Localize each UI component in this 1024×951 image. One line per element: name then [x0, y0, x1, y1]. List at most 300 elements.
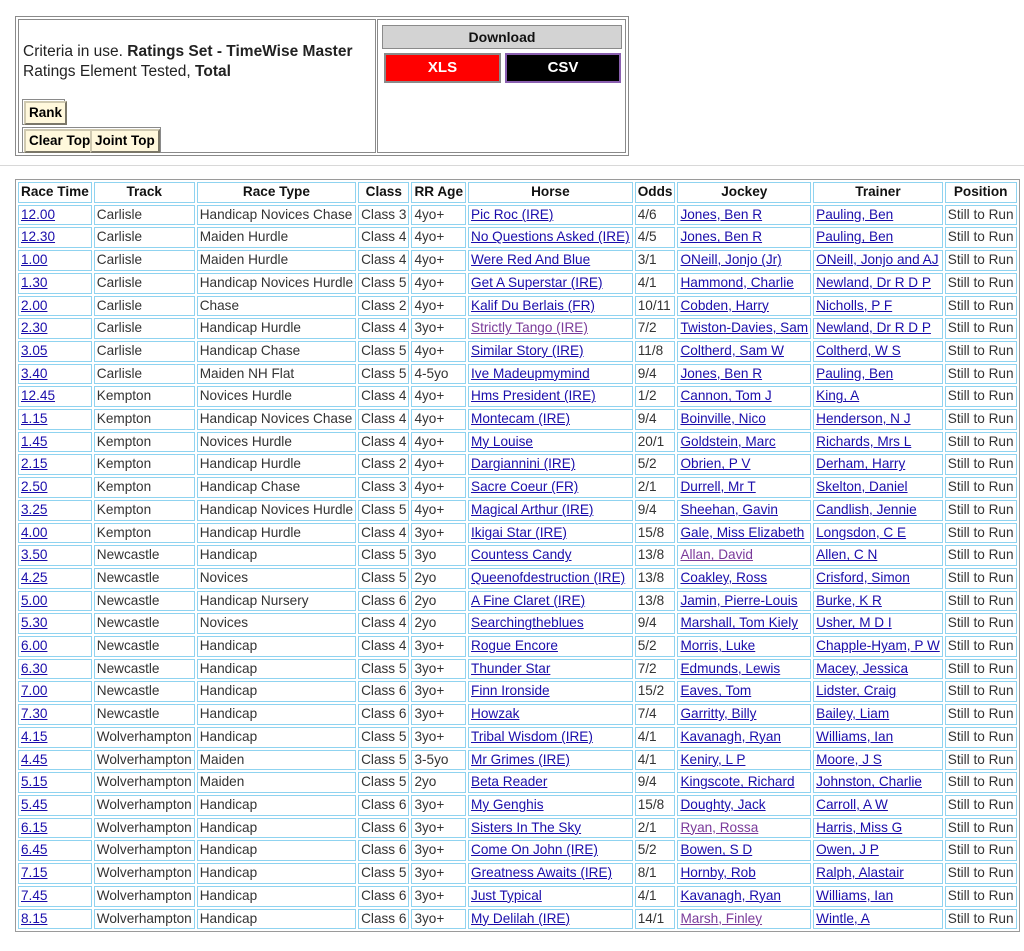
odds-cell: 13/8: [635, 591, 676, 612]
time-cell: [18, 318, 92, 339]
track-cell: Wolverhampton: [94, 909, 195, 930]
trainer-link[interactable]: Allen, C N: [816, 547, 878, 563]
age-cell: 2yo: [411, 568, 466, 589]
column-header[interactable]: Track: [94, 182, 195, 203]
table-row: [18, 341, 1017, 362]
trainer-link[interactable]: Moore, J S: [816, 751, 882, 767]
jockey-link[interactable]: Kavanagh, Ryan: [680, 887, 781, 903]
odds-cell: 2/1: [635, 818, 676, 839]
race-time-link[interactable]: 4.15: [21, 728, 48, 744]
race-time-link[interactable]: 7.45: [21, 887, 48, 903]
jockey-cell: [677, 909, 811, 930]
jockey-link[interactable]: Bowen, S D: [680, 842, 753, 858]
horse-link[interactable]: Hms President (IRE): [471, 388, 596, 404]
position-cell: Still to Run: [945, 545, 1017, 566]
trainer-cell: [813, 273, 943, 294]
race-time-link[interactable]: 1.45: [21, 433, 48, 449]
track-cell: Carlisle: [94, 341, 195, 362]
jockey-link[interactable]: Coakley, Ross: [680, 569, 768, 585]
column-header[interactable]: Horse: [468, 182, 633, 203]
horse-link[interactable]: My Genghis: [471, 796, 544, 812]
clear-top-button[interactable]: Clear Top: [24, 129, 95, 153]
race-time-link[interactable]: 3.50: [21, 547, 48, 563]
table-row: [18, 409, 1017, 430]
age-cell: 3yo+: [411, 909, 466, 930]
jockey-link[interactable]: Marsh, Finley: [680, 910, 763, 926]
download-csv-button[interactable]: CSV: [505, 53, 621, 83]
column-header[interactable]: Jockey: [677, 182, 811, 203]
trainer-link[interactable]: Lidster, Craig: [816, 683, 897, 699]
track-cell: Wolverhampton: [94, 795, 195, 816]
horse-cell: [468, 364, 633, 385]
race-time-link[interactable]: 4.00: [21, 524, 48, 540]
jockey-link[interactable]: Edmunds, Lewis: [680, 660, 781, 676]
track-cell: Newcastle: [94, 545, 195, 566]
age-cell: 3yo: [411, 545, 466, 566]
age-cell: 3yo+: [411, 681, 466, 702]
race-type-cell: Novices: [197, 568, 356, 589]
time-cell: [18, 477, 92, 498]
position-cell: Still to Run: [945, 364, 1017, 385]
horse-link[interactable]: Montecam (IRE): [471, 411, 570, 427]
age-cell: 4yo+: [411, 409, 466, 430]
horse-link[interactable]: Get A Superstar (IRE): [471, 274, 603, 290]
jockey-link[interactable]: Ryan, Rossa: [680, 819, 759, 835]
race-type-cell: Handicap Hurdle: [197, 523, 356, 544]
track-cell: Wolverhampton: [94, 727, 195, 748]
horse-cell: [468, 681, 633, 702]
trainer-link[interactable]: King, A: [816, 388, 860, 404]
class-cell: Class 5: [358, 341, 409, 362]
trainer-link[interactable]: Carroll, A W: [816, 796, 888, 812]
horse-cell: [468, 386, 633, 407]
trainer-link[interactable]: ONeill, Jonjo and AJ: [816, 252, 939, 268]
jockey-link[interactable]: Kavanagh, Ryan: [680, 728, 781, 744]
horse-link[interactable]: Come On John (IRE): [471, 842, 598, 858]
position-cell: Still to Run: [945, 296, 1017, 317]
class-cell: Class 4: [358, 523, 409, 544]
odds-cell: 15/8: [635, 795, 676, 816]
race-time-link[interactable]: 2.50: [21, 479, 48, 495]
trainer-link[interactable]: Owen, J P: [816, 842, 879, 858]
table-row: [18, 296, 1017, 317]
table-row: [18, 432, 1017, 453]
trainer-link[interactable]: Crisford, Simon: [816, 569, 910, 585]
horse-cell: [468, 795, 633, 816]
table-row: [18, 273, 1017, 294]
column-header[interactable]: Position: [945, 182, 1017, 203]
trainer-link[interactable]: Johnston, Charlie: [816, 774, 922, 790]
horse-link[interactable]: Sisters In The Sky: [471, 819, 582, 835]
horse-link[interactable]: A Fine Claret (IRE): [471, 592, 586, 608]
criteria-prefix: Criteria in use.: [23, 43, 123, 60]
time-cell: [18, 227, 92, 248]
jockey-link[interactable]: Goldstein, Marc: [680, 433, 776, 449]
race-type-cell: Handicap: [197, 545, 356, 566]
download-xls-button[interactable]: XLS: [384, 53, 501, 83]
class-cell: Class 6: [358, 840, 409, 861]
race-time-link[interactable]: 12.00: [21, 206, 56, 222]
position-cell: Still to Run: [945, 205, 1017, 226]
column-header[interactable]: Odds: [635, 182, 676, 203]
jockey-link[interactable]: Garritty, Billy: [680, 706, 757, 722]
horse-cell: [468, 432, 633, 453]
horse-link[interactable]: Greatness Awaits (IRE): [471, 865, 613, 881]
position-cell: Still to Run: [945, 454, 1017, 475]
race-time-link[interactable]: 12.30: [21, 229, 56, 245]
race-time-link[interactable]: 1.00: [21, 252, 48, 268]
horse-cell: [468, 727, 633, 748]
jockey-cell: [677, 568, 811, 589]
jockey-link[interactable]: Hornby, Rob: [680, 865, 756, 881]
jockey-link[interactable]: Jamin, Pierre-Louis: [680, 592, 798, 608]
criteria-download-panel: [15, 16, 629, 156]
trainer-link[interactable]: Nicholls, P F: [816, 297, 893, 313]
horse-link[interactable]: Mr Grimes (IRE): [471, 751, 570, 767]
jockey-link[interactable]: Gale, Miss Elizabeth: [680, 524, 805, 540]
race-type-cell: Handicap Novices Chase: [197, 205, 356, 226]
horse-link[interactable]: Howzak: [471, 706, 520, 722]
rank-button[interactable]: Rank: [24, 101, 67, 125]
jockey-link[interactable]: Jones, Ben R: [680, 365, 763, 381]
class-cell: Class 4: [358, 386, 409, 407]
race-type-cell: Handicap: [197, 886, 356, 907]
horse-link[interactable]: My Delilah (IRE): [471, 910, 570, 926]
horse-link[interactable]: Beta Reader: [471, 774, 548, 790]
class-cell: Class 6: [358, 681, 409, 702]
class-cell: Class 5: [358, 863, 409, 884]
time-cell: [18, 250, 92, 271]
table-row: [18, 704, 1017, 725]
class-cell: Class 5: [358, 568, 409, 589]
jockey-link[interactable]: Doughty, Jack: [680, 796, 766, 812]
race-type-cell: Novices Hurdle: [197, 386, 356, 407]
jockey-link[interactable]: Morris, Luke: [680, 638, 756, 654]
horse-link[interactable]: Kalif Du Berlais (FR): [471, 297, 595, 313]
jockey-cell: [677, 818, 811, 839]
position-cell: Still to Run: [945, 409, 1017, 430]
odds-cell: 20/1: [635, 432, 676, 453]
race-time-link[interactable]: 8.15: [21, 910, 48, 926]
trainer-link[interactable]: Candlish, Jennie: [816, 501, 917, 517]
age-cell: 3-5yo: [411, 750, 466, 771]
race-time-link[interactable]: 5.15: [21, 774, 48, 790]
race-type-cell: Maiden: [197, 750, 356, 771]
column-header[interactable]: Trainer: [813, 182, 943, 203]
horse-cell: [468, 250, 633, 271]
horse-link[interactable]: Queenofdestruction (IRE): [471, 569, 626, 585]
column-header[interactable]: Race Time: [18, 182, 92, 203]
odds-cell: 4/1: [635, 727, 676, 748]
race-time-link[interactable]: 5.30: [21, 615, 48, 631]
time-cell: [18, 636, 92, 657]
odds-cell: 4/1: [635, 273, 676, 294]
jockey-cell: [677, 750, 811, 771]
odds-cell: 7/4: [635, 704, 676, 725]
trainer-link[interactable]: Coltherd, W S: [816, 342, 901, 358]
horse-link[interactable]: Tribal Wisdom (IRE): [471, 728, 593, 744]
track-cell: Kempton: [94, 454, 195, 475]
horse-cell: [468, 568, 633, 589]
race-time-link[interactable]: 4.25: [21, 569, 48, 585]
jockey-link[interactable]: Obrien, P V: [680, 456, 751, 472]
jockey-cell: [677, 840, 811, 861]
jockey-link[interactable]: Marshall, Tom Kiely: [680, 615, 799, 631]
race-type-cell: Handicap: [197, 795, 356, 816]
race-time-link[interactable]: 2.15: [21, 456, 48, 472]
horse-link[interactable]: Strictly Tango (IRE): [471, 320, 588, 336]
time-cell: [18, 659, 92, 680]
track-cell: Newcastle: [94, 681, 195, 702]
time-cell: [18, 568, 92, 589]
odds-cell: 15/2: [635, 681, 676, 702]
horse-link[interactable]: Ive Madeupmymind: [471, 365, 590, 381]
trainer-link[interactable]: Ralph, Alastair: [816, 865, 904, 881]
jockey-cell: [677, 477, 811, 498]
race-time-link[interactable]: 6.15: [21, 819, 48, 835]
download-box: [377, 19, 626, 153]
trainer-link[interactable]: Newland, Dr R D P: [816, 320, 931, 336]
trainer-cell: [813, 704, 943, 725]
race-type-cell: Handicap: [197, 704, 356, 725]
trainer-link[interactable]: Pauling, Ben: [816, 365, 894, 381]
jockey-cell: [677, 545, 811, 566]
trainer-link[interactable]: Derham, Harry: [816, 456, 906, 472]
horse-cell: [468, 636, 633, 657]
trainer-link[interactable]: Richards, Mrs L: [816, 433, 912, 449]
time-cell: [18, 273, 92, 294]
horse-link[interactable]: Sacre Coeur (FR): [471, 479, 579, 495]
column-header[interactable]: RR Age: [411, 182, 466, 203]
odds-cell: 9/4: [635, 409, 676, 430]
horse-link[interactable]: Dargiannini (IRE): [471, 456, 576, 472]
horse-link[interactable]: Rogue Encore: [471, 638, 558, 654]
age-cell: 4yo+: [411, 454, 466, 475]
odds-cell: 5/2: [635, 454, 676, 475]
track-cell: Kempton: [94, 523, 195, 544]
position-cell: Still to Run: [945, 659, 1017, 680]
jockey-link[interactable]: Hammond, Charlie: [680, 274, 794, 290]
horse-link[interactable]: Similar Story (IRE): [471, 342, 584, 358]
trainer-link[interactable]: Longsdon, C E: [816, 524, 907, 540]
horse-link[interactable]: Searchingtheblues: [471, 615, 584, 631]
class-cell: Class 6: [358, 704, 409, 725]
trainer-cell: [813, 386, 943, 407]
time-cell: [18, 364, 92, 385]
horse-cell: [468, 296, 633, 317]
class-cell: Class 4: [358, 636, 409, 657]
trainer-cell: [813, 409, 943, 430]
trainer-link[interactable]: Williams, Ian: [816, 887, 894, 903]
trainer-cell: [813, 840, 943, 861]
jockey-link[interactable]: Twiston-Davies, Sam: [680, 320, 809, 336]
class-cell: Class 6: [358, 591, 409, 612]
jockey-cell: [677, 863, 811, 884]
race-time-link[interactable]: 2.30: [21, 320, 48, 336]
position-cell: Still to Run: [945, 727, 1017, 748]
table-row: [18, 818, 1017, 839]
trainer-link[interactable]: Burke, K R: [816, 592, 882, 608]
race-time-link[interactable]: 5.00: [21, 592, 48, 608]
ratings-set-label: Ratings Set - TimeWise Master: [127, 43, 353, 60]
trainer-link[interactable]: Newland, Dr R D P: [816, 274, 931, 290]
race-time-link[interactable]: 12.45: [21, 388, 56, 404]
jockey-cell: [677, 704, 811, 725]
race-time-link[interactable]: 7.15: [21, 865, 48, 881]
table-body: [18, 205, 1017, 930]
trainer-link[interactable]: Bailey, Liam: [816, 706, 890, 722]
race-type-cell: Handicap: [197, 727, 356, 748]
jockey-link[interactable]: Eaves, Tom: [680, 683, 752, 699]
race-time-link[interactable]: 4.45: [21, 751, 48, 767]
jockey-cell: [677, 591, 811, 612]
race-type-cell: Maiden Hurdle: [197, 227, 356, 248]
table-row: [18, 364, 1017, 385]
horse-link[interactable]: Magical Arthur (IRE): [471, 501, 594, 517]
odds-cell: 8/1: [635, 863, 676, 884]
race-type-cell: Handicap Chase: [197, 341, 356, 362]
horse-link[interactable]: Ikigai Star (IRE): [471, 524, 567, 540]
horse-link[interactable]: My Louise: [471, 433, 533, 449]
time-cell: [18, 591, 92, 612]
track-cell: Wolverhampton: [94, 840, 195, 861]
horse-cell: [468, 613, 633, 634]
race-time-link[interactable]: 5.45: [21, 796, 48, 812]
track-cell: Carlisle: [94, 318, 195, 339]
class-cell: Class 4: [358, 613, 409, 634]
jockey-cell: [677, 341, 811, 362]
age-cell: 4yo+: [411, 227, 466, 248]
race-time-link[interactable]: 6.45: [21, 842, 48, 858]
race-time-link[interactable]: 3.25: [21, 501, 48, 517]
horse-link[interactable]: Pic Roc (IRE): [471, 206, 554, 222]
class-cell: Class 4: [358, 250, 409, 271]
odds-cell: 9/4: [635, 500, 676, 521]
trainer-cell: [813, 500, 943, 521]
jockey-cell: [677, 296, 811, 317]
jockey-cell: [677, 523, 811, 544]
trainer-link[interactable]: Pauling, Ben: [816, 229, 894, 245]
table-row: [18, 545, 1017, 566]
table-row: [18, 636, 1017, 657]
race-time-link[interactable]: 6.00: [21, 638, 48, 654]
age-cell: 4yo+: [411, 250, 466, 271]
trainer-link[interactable]: Henderson, N J: [816, 411, 911, 427]
position-cell: Still to Run: [945, 250, 1017, 271]
race-time-link[interactable]: 3.05: [21, 342, 48, 358]
position-cell: Still to Run: [945, 795, 1017, 816]
horse-link[interactable]: Countess Candy: [471, 547, 572, 563]
horse-cell: [468, 523, 633, 544]
table-row: [18, 591, 1017, 612]
horse-link[interactable]: No Questions Asked (IRE): [471, 229, 630, 245]
joint-top-button[interactable]: Joint Top: [90, 129, 160, 153]
trainer-cell: [813, 750, 943, 771]
class-cell: Class 4: [358, 409, 409, 430]
jockey-link[interactable]: Boinville, Nico: [680, 411, 766, 427]
track-cell: Kempton: [94, 409, 195, 430]
position-cell: Still to Run: [945, 341, 1017, 362]
odds-cell: 5/2: [635, 840, 676, 861]
odds-cell: 9/4: [635, 613, 676, 634]
race-type-cell: Handicap: [197, 636, 356, 657]
jockey-cell: [677, 273, 811, 294]
column-header[interactable]: Race Type: [197, 182, 356, 203]
horse-link[interactable]: Just Typical: [471, 887, 542, 903]
jockey-link[interactable]: ONeill, Jonjo (Jr): [680, 252, 782, 268]
race-type-cell: Chase: [197, 296, 356, 317]
track-cell: Carlisle: [94, 205, 195, 226]
horse-link[interactable]: Finn Ironside: [471, 683, 550, 699]
jockey-link[interactable]: Allan, David: [680, 547, 753, 563]
jockey-link[interactable]: Coltherd, Sam W: [680, 342, 784, 358]
position-cell: Still to Run: [945, 681, 1017, 702]
jockey-link[interactable]: Jones, Ben R: [680, 229, 763, 245]
trainer-link[interactable]: Wintle, A: [816, 910, 870, 926]
horse-link[interactable]: Thunder Star: [471, 660, 551, 676]
position-cell: Still to Run: [945, 523, 1017, 544]
trainer-link[interactable]: Pauling, Ben: [816, 206, 894, 222]
jockey-link[interactable]: Keniry, L P: [680, 751, 746, 767]
jockey-cell: [677, 227, 811, 248]
jockey-link[interactable]: Jones, Ben R: [680, 206, 763, 222]
trainer-link[interactable]: Skelton, Daniel: [816, 479, 908, 495]
race-time-link[interactable]: 2.00: [21, 297, 48, 313]
jockey-cell: [677, 250, 811, 271]
class-cell: Class 5: [358, 772, 409, 793]
table-row: [18, 750, 1017, 771]
age-cell: 2yo: [411, 613, 466, 634]
jockey-link[interactable]: Cobden, Harry: [680, 297, 769, 313]
trainer-link[interactable]: Chapple-Hyam, P W: [816, 638, 940, 654]
class-cell: Class 4: [358, 227, 409, 248]
time-cell: [18, 704, 92, 725]
time-cell: [18, 409, 92, 430]
position-cell: Still to Run: [945, 909, 1017, 930]
horse-link[interactable]: Were Red And Blue: [471, 252, 591, 268]
trainer-link[interactable]: Harris, Miss G: [816, 819, 903, 835]
horse-cell: [468, 840, 633, 861]
trainer-cell: [813, 227, 943, 248]
jockey-link[interactable]: Durrell, Mr T: [680, 479, 756, 495]
jockey-link[interactable]: Cannon, Tom J: [680, 388, 772, 404]
table-row: [18, 681, 1017, 702]
class-cell: Class 5: [358, 273, 409, 294]
class-cell: Class 5: [358, 364, 409, 385]
trainer-cell: [813, 727, 943, 748]
race-time-link[interactable]: 7.00: [21, 683, 48, 699]
race-time-link[interactable]: 3.40: [21, 365, 48, 381]
time-cell: [18, 454, 92, 475]
table-row: [18, 523, 1017, 544]
column-header[interactable]: Class: [358, 182, 409, 203]
track-cell: Carlisle: [94, 364, 195, 385]
race-time-link[interactable]: 1.15: [21, 411, 48, 427]
race-time-link[interactable]: 6.30: [21, 660, 48, 676]
race-time-link[interactable]: 1.30: [21, 274, 48, 290]
trainer-link[interactable]: Williams, Ian: [816, 728, 894, 744]
trainer-link[interactable]: Usher, M D I: [816, 615, 892, 631]
time-cell: [18, 840, 92, 861]
track-cell: Kempton: [94, 432, 195, 453]
trainer-link[interactable]: Macey, Jessica: [816, 660, 909, 676]
jockey-link[interactable]: Sheehan, Gavin: [680, 501, 778, 517]
table-row: [18, 250, 1017, 271]
age-cell: 4yo+: [411, 296, 466, 317]
jockey-link[interactable]: Kingscote, Richard: [680, 774, 795, 790]
race-time-link[interactable]: 7.30: [21, 706, 48, 722]
trainer-cell: [813, 886, 943, 907]
